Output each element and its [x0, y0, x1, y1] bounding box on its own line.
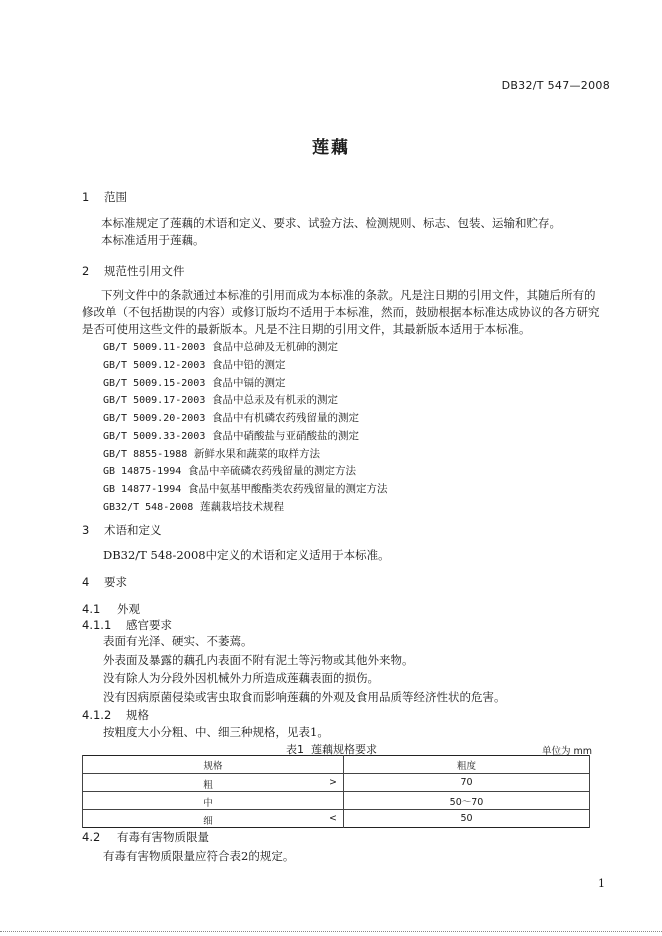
specification-para: 按粗度大小分粗、中、细三种规格，见表1。 [103, 725, 329, 739]
value-cell: 50 [344, 810, 590, 828]
comparison-symbol: > [329, 777, 337, 788]
specification-table [82, 755, 590, 828]
reference-item: GB/T 5009.20-2003 食品中有机磷农药残留量的测定 [103, 412, 360, 424]
grade-cell: 粗 [203, 780, 213, 791]
sensory-requirement-line: 外表面及暴露的藕孔内表面不附有泥土等污物或其他外来物。 [103, 653, 414, 667]
comparison-symbol: < [329, 813, 337, 824]
reference-item: GB/T 5009.12-2003 食品中铅的测定 [103, 359, 286, 371]
sensory-requirement-line: 没有除人为分段外因机械外力所造成莲藕表面的损伤。 [103, 671, 379, 685]
reference-item: GB/T 5009.17-2003 食品中总汞及有机汞的测定 [103, 394, 339, 406]
toxic-limit-para: 有毒有害物质限量应符合表2的规定。 [103, 849, 295, 863]
section-2-intro-line-2: 修改单（不包括勘误的内容）或修订版均不适用于本标准，然而，鼓励根据本标准达成协议的各方研究 [82, 305, 600, 319]
table-row [83, 774, 590, 792]
section-1-para-1: 本标准规定了莲藕的术语和定义、要求、试验方法、检测规则、标志、包装、运输和贮存。 [101, 216, 561, 230]
section-2-intro-line-3: 是否可使用这些文件的最新版本。凡是不注日期的引用文件，其最新版本适用于本标准。 [82, 322, 531, 336]
document-title: 莲藕 [312, 138, 350, 158]
reference-item: GB/T 5009.15-2003 食品中镉的测定 [103, 377, 286, 389]
reference-item: GB/T 5009.33-2003 食品中硝酸盐与亚硝酸盐的测定 [103, 430, 360, 442]
value-cell: 70 [344, 774, 590, 792]
section-1-para-2: 本标准适用于莲藕。 [101, 233, 205, 247]
reference-item: GB32/T 548-2008 莲藕栽培技术规程 [103, 501, 284, 513]
table-caption: 表1 莲藕规格要求 [286, 743, 377, 756]
reference-item: GB 14877-1994 食品中氨基甲酸酯类农药残留量的测定方法 [103, 483, 388, 495]
section-3-para: DB32/T 548-2008中定义的术语和定义适用于本标准。 [103, 548, 390, 562]
grade-cell: 细 [203, 816, 213, 827]
table-header-cell: 粗度 [344, 756, 590, 774]
subsection-4-1-heading: 4.1 外观 [82, 602, 140, 616]
section-2-heading: 2 规范性引用文件 [82, 264, 185, 278]
reference-item: GB/T 8855-1988 新鲜水果和蔬菜的取样方法 [103, 448, 320, 460]
grade-cell: 中 [203, 798, 213, 809]
page-number: 1 [598, 877, 605, 890]
standard-code: DB32/T 547—2008 [501, 79, 610, 92]
bottom-divider [0, 931, 662, 932]
table-header-cell: 规格 [83, 756, 344, 774]
section-3-heading: 3 术语和定义 [82, 523, 162, 537]
section-2-intro-line-1: 下列文件中的条款通过本标准的引用而成为本标准的条款。凡是注日期的引用文件，其随后所有的 [101, 288, 596, 302]
section-1-heading: 1 范围 [82, 190, 127, 204]
subsection-4-1-2-heading: 4.1.2 规格 [82, 708, 149, 722]
sensory-requirement-line: 表面有光泽、硬实、不萎蔫。 [103, 634, 253, 648]
table-row [83, 810, 590, 828]
subsection-4-1-1-heading: 4.1.1 感官要求 [82, 618, 172, 632]
table-unit: 单位为 mm [542, 746, 593, 757]
table-row [83, 792, 590, 810]
sensory-requirement-line: 没有因病原菌侵染或害虫取食而影响莲藕的外观及食用品质等经济性状的危害。 [103, 690, 506, 704]
reference-item: GB 14875-1994 食品中辛硫磷农药残留量的测定方法 [103, 465, 356, 477]
subsection-4-2-heading: 4.2 有毒有害物质限量 [82, 830, 209, 844]
section-4-heading: 4 要求 [82, 575, 127, 589]
value-cell: 50～70 [344, 792, 590, 810]
table-header-row [83, 756, 590, 774]
reference-item: GB/T 5009.11-2003 食品中总砷及无机砷的测定 [103, 341, 339, 353]
